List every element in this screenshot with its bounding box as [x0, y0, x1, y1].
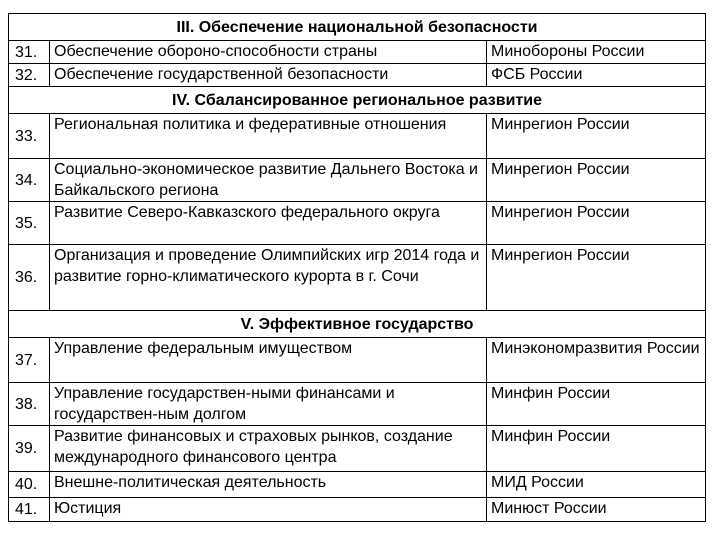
row-number: 35. — [9, 202, 50, 245]
row-number: 40. — [9, 472, 50, 498]
program-name: Социально-экономическое развитие Дальнего Востока и Байкальского региона — [50, 159, 487, 202]
section-header-row — [9, 311, 706, 338]
table-row — [9, 338, 706, 383]
table-row — [9, 64, 706, 87]
row-number: 38. — [9, 383, 50, 426]
section-header-row — [9, 14, 706, 41]
row-number: 41. — [9, 498, 50, 522]
responsible-agency: Минрегион России — [487, 202, 706, 245]
section-header-row — [9, 87, 706, 114]
row-number: 32. — [9, 64, 50, 87]
program-name: Обеспечение государственной безопасности — [50, 64, 487, 87]
table-row — [9, 245, 706, 311]
table-row — [9, 472, 706, 498]
table-row — [9, 202, 706, 245]
row-number: 36. — [9, 245, 50, 311]
responsible-agency: ФСБ России — [487, 64, 706, 87]
responsible-agency: Минрегион России — [487, 159, 706, 202]
responsible-agency: Минфин России — [487, 383, 706, 426]
section-title: III. Обеспечение национальной безопасности — [9, 14, 706, 41]
program-name: Обеспечение обороно-способности страны — [50, 41, 487, 64]
row-number: 39. — [9, 426, 50, 472]
row-number: 31. — [9, 41, 50, 64]
row-number: 37. — [9, 338, 50, 383]
section-title: IV. Сбалансированное региональное развитие — [9, 87, 706, 114]
section-title: V. Эффективное государство — [9, 311, 706, 338]
table-row — [9, 498, 706, 522]
programs-table — [8, 13, 706, 522]
program-name: Организация и проведение Олимпийских игр 2014 года и развитие горно-климатического курорта в г. Сочи — [50, 245, 487, 311]
table-row — [9, 159, 706, 202]
responsible-agency: Минобороны России — [487, 41, 706, 64]
responsible-agency: Минюст России — [487, 498, 706, 522]
program-name: Развитие Северо-Кавказского федерального округа — [50, 202, 487, 245]
responsible-agency: МИД России — [487, 472, 706, 498]
row-number: 34. — [9, 159, 50, 202]
responsible-agency: Минрегион России — [487, 245, 706, 311]
table-row — [9, 426, 706, 472]
responsible-agency: Минэкономразвития России — [487, 338, 706, 383]
table-row — [9, 383, 706, 426]
program-name: Управление федеральным имуществом — [50, 338, 487, 383]
program-name: Развитие финансовых и страховых рынков, создание международного финансового центра — [50, 426, 487, 472]
table-row — [9, 114, 706, 159]
program-name: Внешне-политическая деятельность — [50, 472, 487, 498]
program-name: Юстиция — [50, 498, 487, 522]
table-row — [9, 41, 706, 64]
program-name: Региональная политика и федеративные отношения — [50, 114, 487, 159]
row-number: 33. — [9, 114, 50, 159]
program-name: Управление государствен-ными финансами и государствен-ным долгом — [50, 383, 487, 426]
responsible-agency: Минрегион России — [487, 114, 706, 159]
responsible-agency: Минфин России — [487, 426, 706, 472]
